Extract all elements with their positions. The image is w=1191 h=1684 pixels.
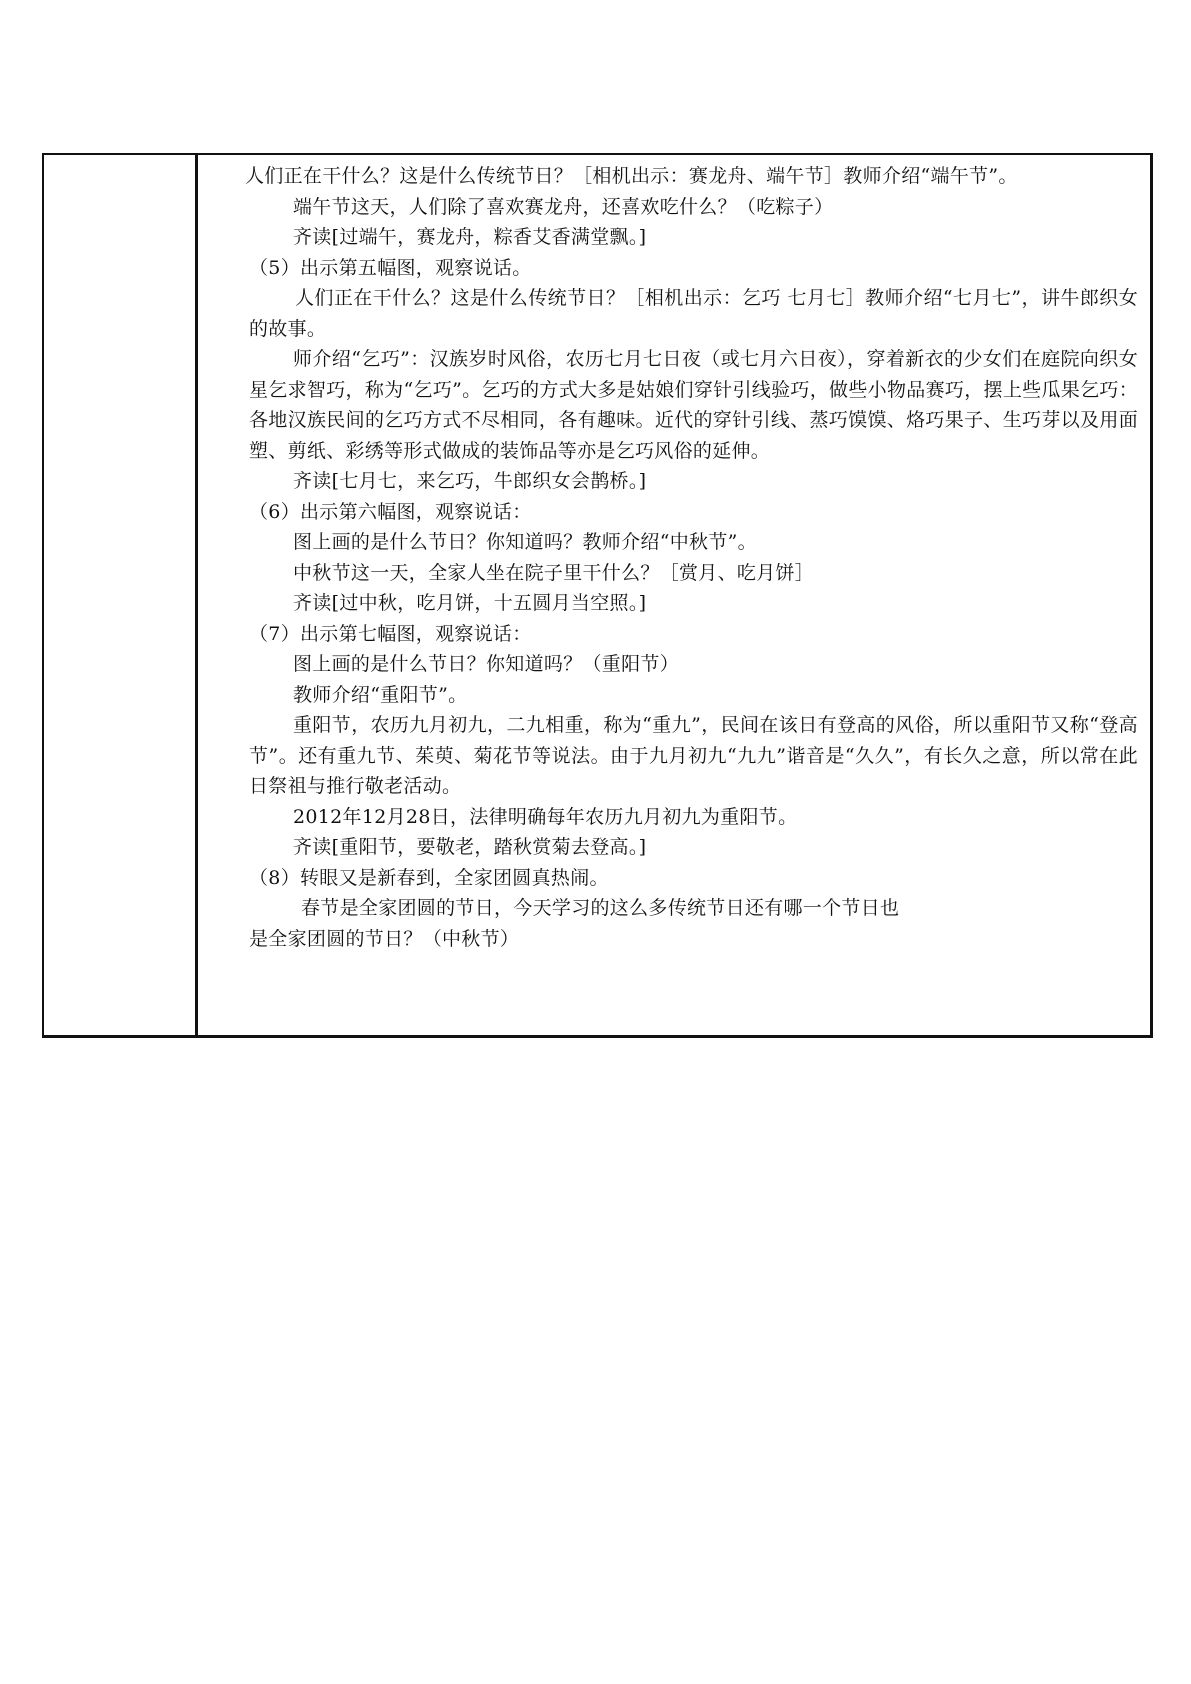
chant-qixi: 齐读[七月七，来乞巧，牛郎织女会鹊桥。]: [293, 470, 647, 492]
paragraph-midautumn-activity: 中秋节这一天，全家人坐在院子里干什么？［赏月、吃月饼］: [293, 561, 815, 584]
item-8-heading: （8）转眼又是新春到，全家团圆真热闹。: [249, 866, 609, 889]
paragraph-chongyang-question: 图上画的是什么节日？你知道吗？（重阳节）: [293, 653, 680, 675]
table-content-cell: [201, 155, 1150, 1035]
paragraph-midautumn-question: 图上画的是什么节日？你知道吗？教师介绍“中秋节”。: [293, 531, 757, 553]
paragraph-chongyang-teacher: 教师介绍“重阳节”。: [293, 683, 468, 706]
chant-chongyang: 齐读[重阳节，要敬老，踏秋赏菊去登高。]: [293, 836, 647, 858]
chant-midautumn: 齐读[过中秋，吃月饼，十五圆月当空照。]: [293, 592, 647, 614]
paragraph-qixi-question: 人们正在干什么？这是什么传统节日？［相机出示：乞巧 七月七］教师介绍“七月七”，讲牛郎织女的故事。: [249, 287, 1138, 340]
chant-dragon-boat: 齐读[过端午，赛龙舟，粽香艾香满堂飘。]: [293, 226, 647, 248]
item-6-heading: （6）出示第六幅图，观察说话：: [249, 500, 532, 523]
paragraph-qiqiao-intro: 师介绍“乞巧”：汉族岁时风俗，农历七月七日夜（或七月六日夜），穿着新衣的少女们在庭院向织女星乞求智巧，称为“乞巧”。乞巧的方式大多是姑娘们穿针引线验巧，做些小物品赛巧，摆上些瓜果乞巧：各地汉族民间的乞巧方式不尽相同，各有趣味。近代的穿针引线、蒸巧馍馍、烙巧果子、生巧芽以及用面塑、剪纸、彩绣等形式做成的装饰品等亦是乞巧风俗的延伸。: [249, 348, 1138, 462]
paragraph-spring-festival-answer: 是全家团圆的节日？（中秋节）: [249, 927, 520, 950]
paragraph-chongyang-law: 2012年12月28日，法律明确每年农历九月初九为重阳节。: [293, 805, 798, 828]
paragraph-chongyang-intro: 重阳节，农历九月初九，二九相重，称为“重九”，民间在该日有登高的风俗，所以重阳节又称“登高节”。还有重九节、茱萸、菊花节等说法。由于九月初九“九九”谐音是“久久”，有长久之意，所以常在此日祭祖与推行敬老活动。: [249, 714, 1138, 797]
paragraph-zongzi-question: 端午节这天，人们除了喜欢赛龙舟，还喜欢吃什么？（吃粽子）: [293, 195, 834, 218]
item-7-heading: （7）出示第七幅图，观察说话：: [249, 622, 532, 645]
paragraph-dragon-boat-question: 人们正在干什么？这是什么传统节日？［相机出示：赛龙舟、端午节］教师介绍“端午节”。: [245, 165, 1018, 187]
paragraph-spring-festival-question: 春节是全家团圆的节日，今天学习的这么多传统节日还有哪一个节日也: [301, 897, 900, 919]
table-left-cell: [44, 155, 198, 1035]
item-5-heading: （5）出示第五幅图，观察说话。: [249, 256, 532, 279]
lesson-table: [42, 153, 1153, 1038]
